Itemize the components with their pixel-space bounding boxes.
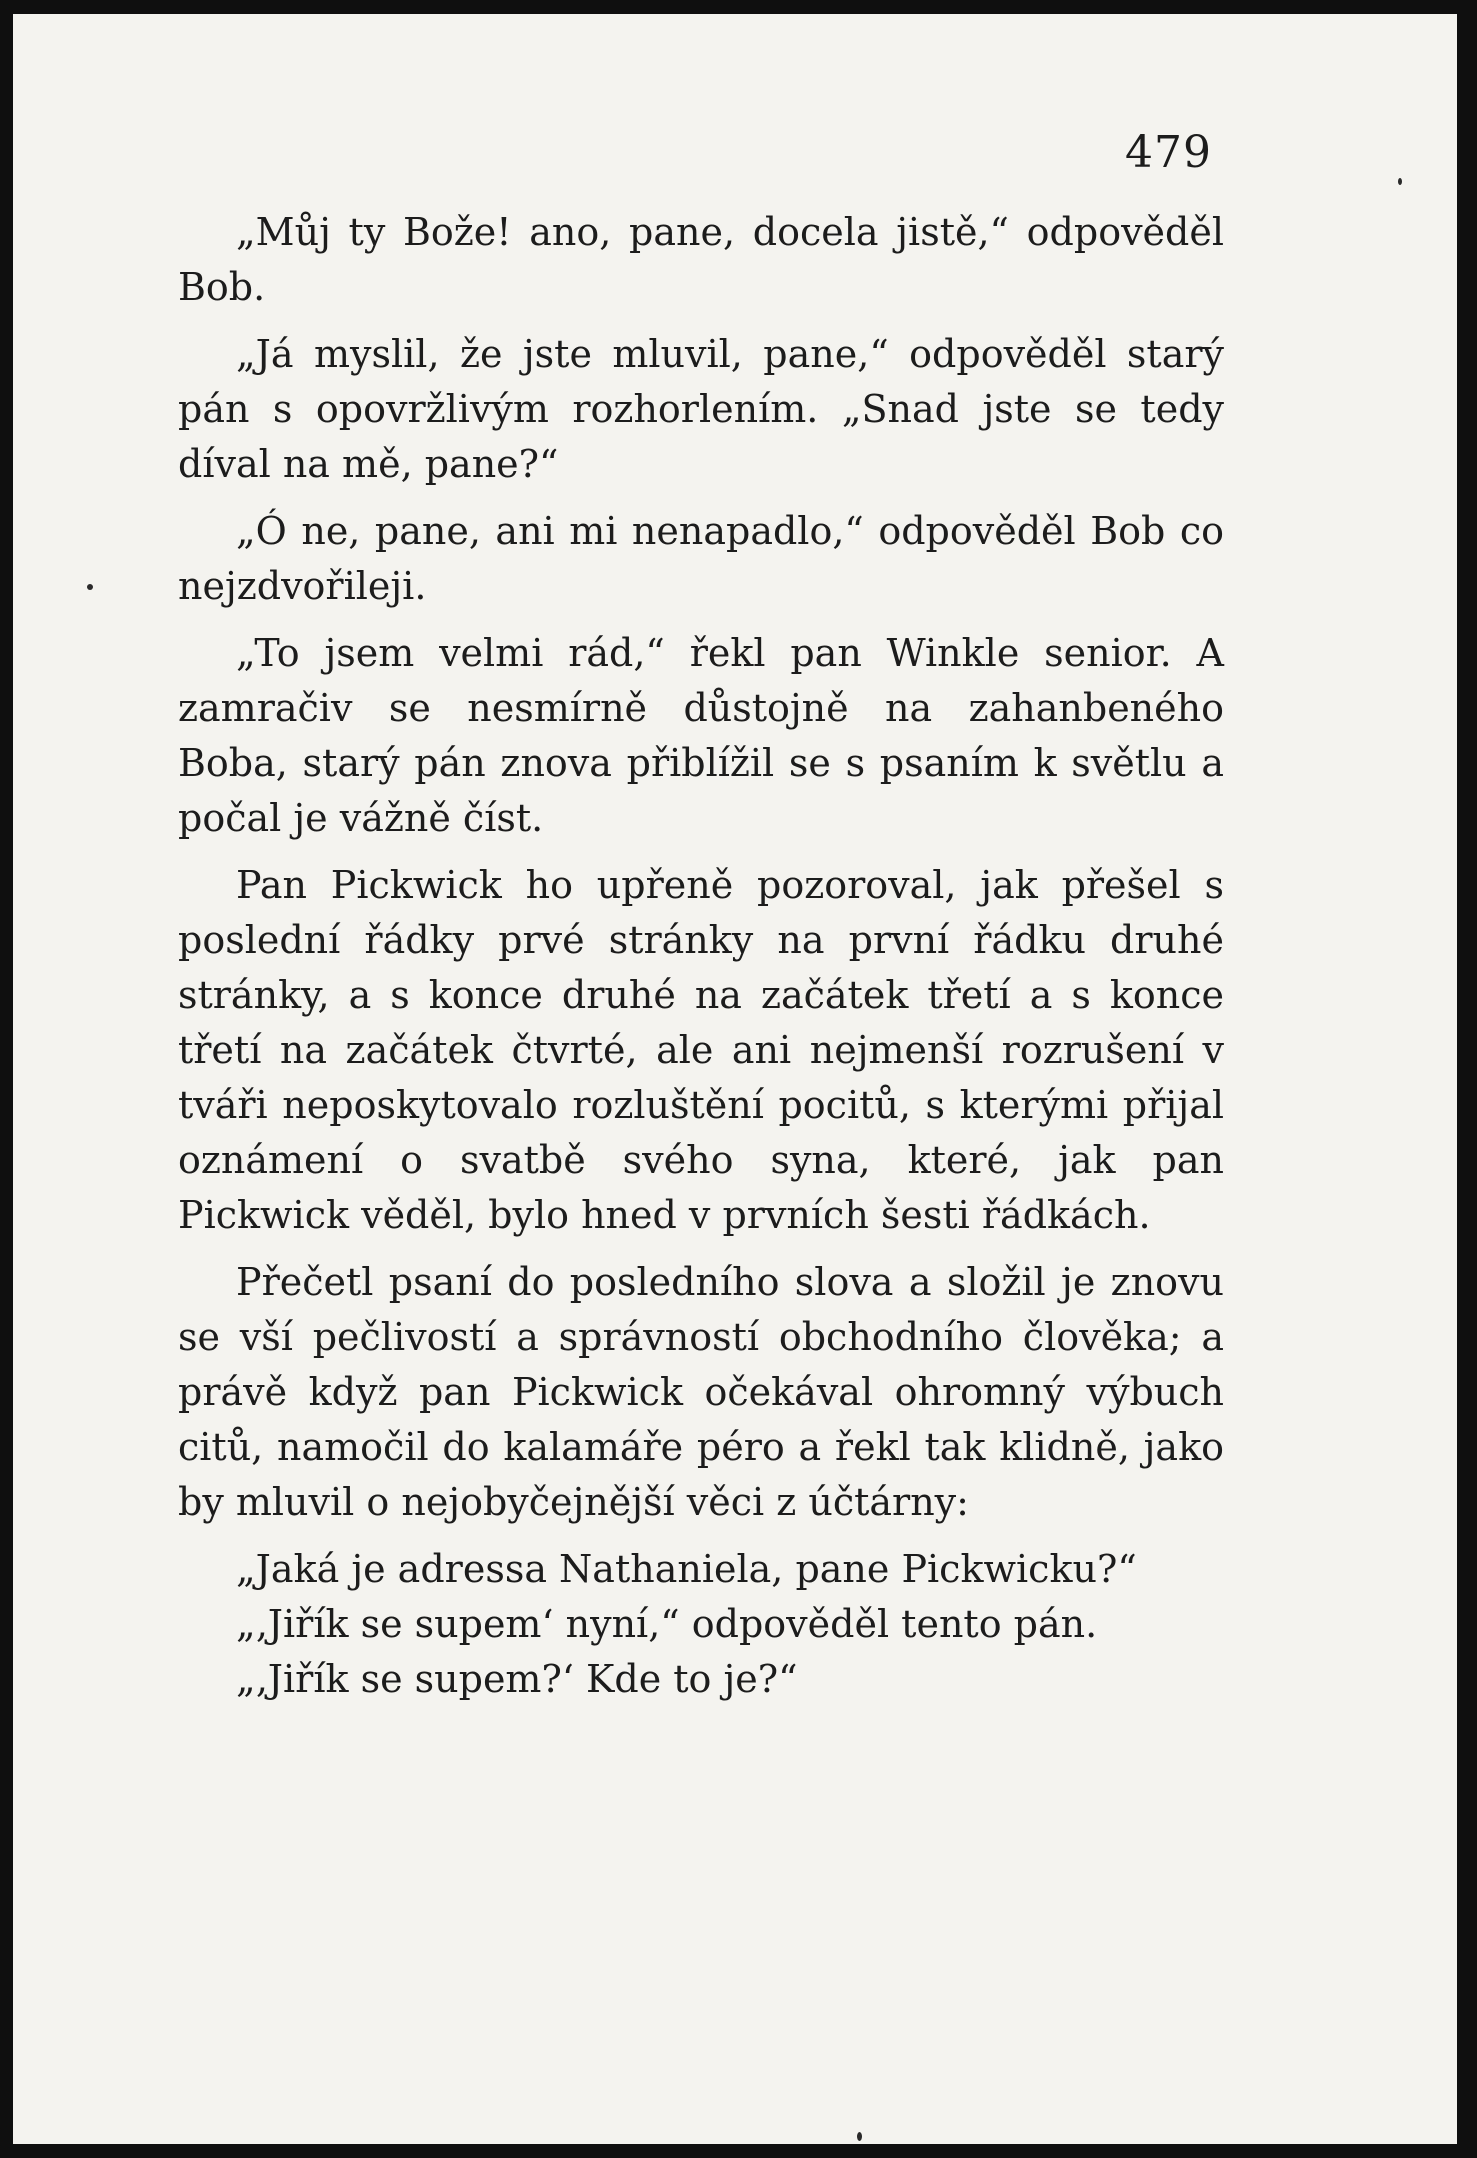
scan-speck <box>857 2132 862 2141</box>
paragraph: Přečetl psaní do posledního slova a složil je znovu se vší pečlivostí a správností obchodního člověka; a právě když pan Pickwick očekával ohromný výbuch citů, namočil do kalamáře péro a řekl tak klidně, jako by mluvil o nejobyčejnější věci z účtárny: <box>178 1260 1224 1524</box>
scan-border-left <box>0 0 13 2158</box>
paragraph: „Ó ne, pane, ani mi nenapadlo,“ odpověděl Bob co nejzdvořileji. <box>178 509 1224 608</box>
scan-border-top <box>0 0 1477 14</box>
closing-line: „‚Jiřík se supem?‘ Kde to je?“ <box>236 1657 798 1701</box>
scan-speck <box>1398 178 1402 185</box>
paragraph: Pan Pickwick ho upřeně pozoroval, jak přešel s poslední řádky prvé stránky na první řádku druhé stránky, a s konce druhé na začátek třetí a s konce třetí na začátek čtvrté, ale ani nejmenší rozrušení v tváři neposkytovalo rozluštění pocitů, s kterými přijal oznámení o svatbě svého syna, které, jak pan Pickwick věděl, bylo hned v prvních šesti řádkách. <box>178 863 1224 1237</box>
page-number: 479 <box>1125 127 1212 178</box>
paragraph: „To jsem velmi rád,“ řekl pan Winkle senior. A zamračiv se nesmírně důstojně na zahanbeného Boba, starý pán znova přiblížil se s psaním k světlu a počal je vážně číst. <box>178 631 1224 840</box>
paragraph: „Jaká je adressa Nathaniela, pane Pickwicku?“ <box>236 1547 1137 1591</box>
scan-border-right <box>1457 0 1477 2158</box>
paragraph: „Já myslil, že jste mluvil, pane,“ odpověděl starý pán s opovržlivým rozhorlením. „Snad jste se tedy díval na mě, pane?“ <box>178 332 1224 486</box>
body-text <box>178 205 1224 1707</box>
scan-speck <box>87 584 93 590</box>
paragraph: „Můj ty Bože! ano, pane, docela jistě,“ odpověděl Bob. <box>178 210 1224 309</box>
scan-border-bottom <box>0 2144 1477 2158</box>
closing-line: „‚Jiřík se supem‘ nyní,“ odpověděl tento pán. <box>236 1602 1098 1646</box>
